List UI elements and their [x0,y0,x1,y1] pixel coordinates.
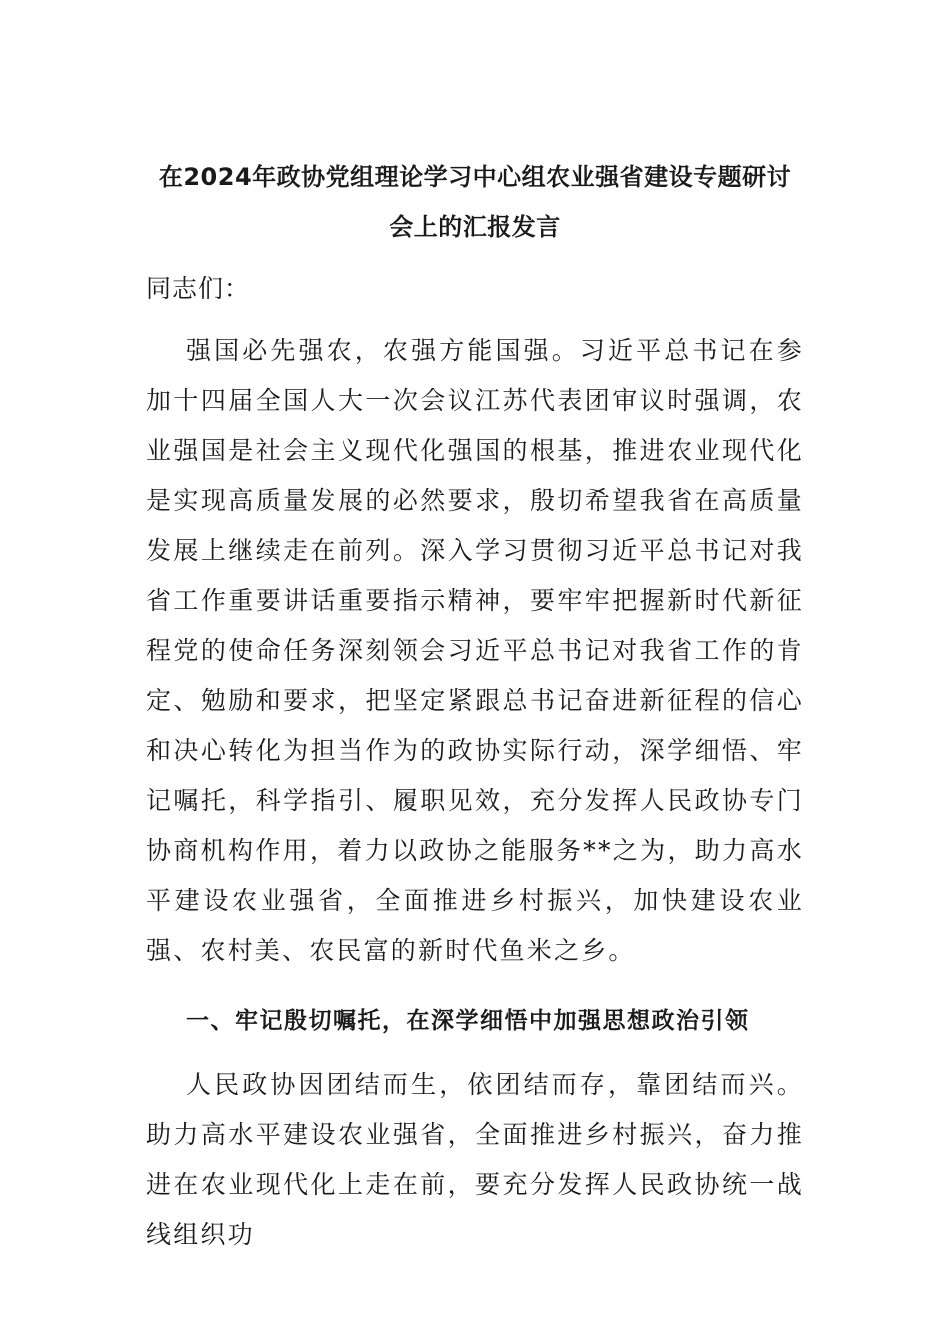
salutation: 同志们： [146,274,251,303]
document-title [146,152,804,252]
document-title-line-2: 会上的汇报发言 [389,213,561,241]
document-body [146,152,804,1260]
paragraph-intro: 强国必先强农，农强方能国强。习近平总书记在参加十四届全国人大一次会议江苏代表团审议时强调，农业强国是社会主义现代化强国的根基，推进农业现代化是实现高质量发展的必然要求，殷切希望我省在高质量发展上继续走在前列。深入学习贯彻习近平总书记对我省工作重要讲话重要指示精神，要牢牢把握新时代新征程党的使命任务深刻领会习近平总书记对我省工作的肯定、勉励和要求，把坚定紧跟总书记奋进新征程的信心和决心转化为担当作为的政协实际行动，深学细悟、牢记嘱托，科学指引、履职见效，充分发挥人民政协专门协商机构作用，着力以政协之能服务**之为，助力高水平建设农业强省，全面推进乡村振兴，加快建设农业强、农村美、农民富的新时代鱼米之乡。 [146,336,804,965]
document-title-line-1: 在2024年政协党组理论学习中心组农业强省建设专题研讨 [158,163,792,191]
section-heading-1: 一、牢记殷切嘱托，在深学细悟中加强思想政治引领 [186,1008,750,1034]
paragraph-section-1: 人民政协因团结而生，依团结而存，靠团结而兴。助力高水平建设农业强省，全面推进乡村振兴，奋力推进在农业现代化上走在前，要充分发挥人民政协统一战线组织功 [146,1070,804,1249]
